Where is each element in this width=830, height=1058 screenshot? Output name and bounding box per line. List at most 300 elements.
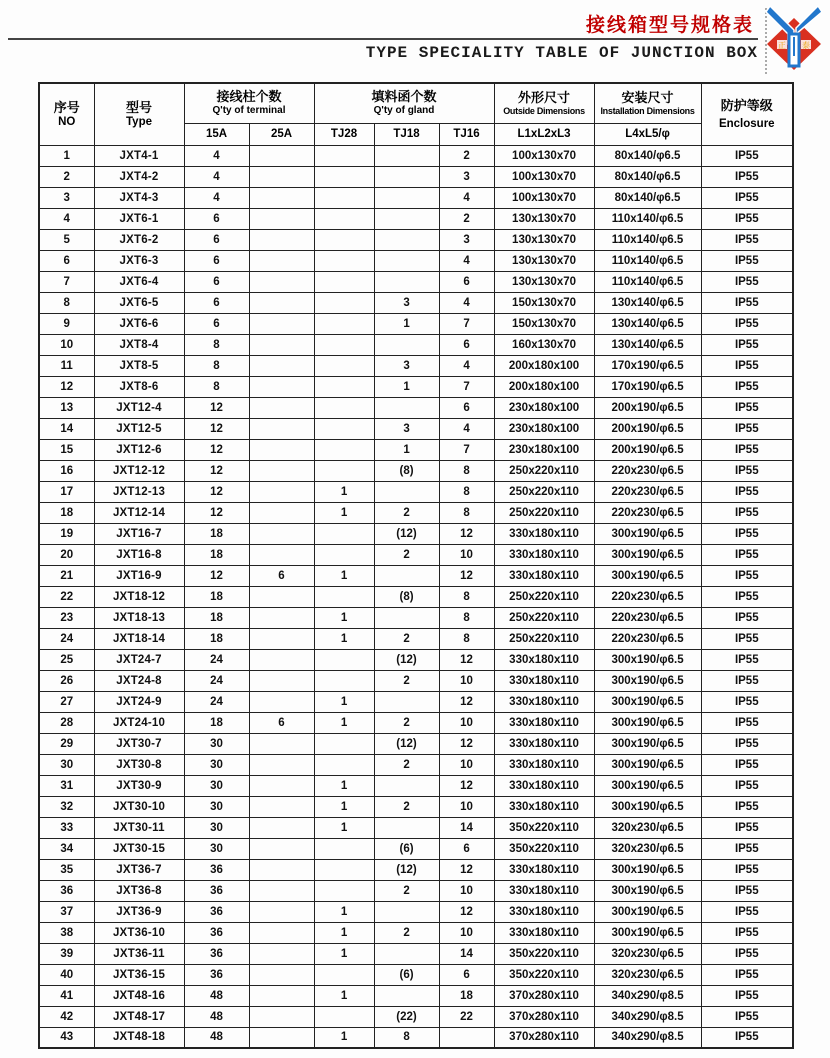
cell-15a: 12 [184, 439, 249, 460]
col-subheader-outside-dims: L1xL2xL3 [494, 123, 594, 145]
cell-enclosure: IP55 [701, 628, 793, 649]
cell-tj16: 14 [439, 817, 494, 838]
cell-tj18 [374, 607, 439, 628]
cell-15a: 24 [184, 649, 249, 670]
table-row [39, 733, 793, 754]
cell-no: 29 [39, 733, 94, 754]
cell-install-dim: 300x190/φ6.5 [594, 523, 701, 544]
cell-type: JXT48-18 [94, 1027, 184, 1048]
cell-outside-dim: 250x220x110 [494, 481, 594, 502]
cell-enclosure: IP55 [701, 334, 793, 355]
cell-tj16: 10 [439, 712, 494, 733]
cell-tj16: 12 [439, 523, 494, 544]
cell-type: JXT16-7 [94, 523, 184, 544]
cell-25a [249, 649, 314, 670]
cell-outside-dim: 330x180x110 [494, 754, 594, 775]
cell-tj28: 1 [314, 985, 374, 1006]
cell-tj18: (12) [374, 649, 439, 670]
cell-15a: 30 [184, 796, 249, 817]
table-row [39, 313, 793, 334]
cell-type: JXT6-3 [94, 250, 184, 271]
cell-15a: 12 [184, 481, 249, 502]
cell-no: 40 [39, 964, 94, 985]
cell-25a [249, 838, 314, 859]
cell-tj16: 12 [439, 901, 494, 922]
cell-tj18 [374, 187, 439, 208]
cell-tj16: 2 [439, 145, 494, 166]
cell-no: 15 [39, 439, 94, 460]
cell-enclosure: IP55 [701, 586, 793, 607]
col-terminal-en: Q'ty of terminal [212, 105, 286, 117]
cell-no: 22 [39, 586, 94, 607]
cell-type: JXT16-8 [94, 544, 184, 565]
cell-tj18: 3 [374, 418, 439, 439]
cell-tj28 [314, 838, 374, 859]
cell-tj18: 2 [374, 502, 439, 523]
cell-tj16: 12 [439, 691, 494, 712]
cell-15a: 36 [184, 943, 249, 964]
cell-tj18 [374, 481, 439, 502]
cell-tj16: 6 [439, 838, 494, 859]
cell-no: 38 [39, 922, 94, 943]
table-row [39, 586, 793, 607]
cell-outside-dim: 370x280x110 [494, 985, 594, 1006]
cell-outside-dim: 160x130x70 [494, 334, 594, 355]
cell-install-dim: 170x190/φ6.5 [594, 355, 701, 376]
cell-enclosure: IP55 [701, 460, 793, 481]
cell-outside-dim: 350x220x110 [494, 964, 594, 985]
cell-15a: 18 [184, 586, 249, 607]
cell-tj28 [314, 334, 374, 355]
cell-type: JXT6-6 [94, 313, 184, 334]
cell-no: 7 [39, 271, 94, 292]
cell-enclosure: IP55 [701, 313, 793, 334]
cell-enclosure: IP55 [701, 712, 793, 733]
table-row [39, 460, 793, 481]
cell-enclosure: IP55 [701, 838, 793, 859]
cell-outside-dim: 250x220x110 [494, 502, 594, 523]
cell-type: JXT48-17 [94, 1006, 184, 1027]
cell-tj28: 1 [314, 817, 374, 838]
brand-logo-icon [764, 4, 824, 72]
cell-enclosure: IP55 [701, 544, 793, 565]
cell-type: JXT36-9 [94, 901, 184, 922]
table-row [39, 775, 793, 796]
cell-tj16: 8 [439, 628, 494, 649]
cell-25a [249, 943, 314, 964]
cell-type: JXT24-9 [94, 691, 184, 712]
cell-tj28 [314, 649, 374, 670]
cell-no: 18 [39, 502, 94, 523]
cell-tj16: 10 [439, 922, 494, 943]
table-row [39, 880, 793, 901]
cell-15a: 6 [184, 208, 249, 229]
cell-type: JXT4-2 [94, 166, 184, 187]
cell-tj16: 8 [439, 502, 494, 523]
cell-no: 5 [39, 229, 94, 250]
cell-no: 17 [39, 481, 94, 502]
cell-15a: 4 [184, 166, 249, 187]
cell-25a [249, 691, 314, 712]
table-row [39, 628, 793, 649]
cell-tj28 [314, 880, 374, 901]
cell-25a [249, 670, 314, 691]
cell-outside-dim: 130x130x70 [494, 271, 594, 292]
cell-install-dim: 320x230/φ6.5 [594, 964, 701, 985]
table-row [39, 943, 793, 964]
cell-outside-dim: 100x130x70 [494, 145, 594, 166]
cell-install-dim: 300x190/φ6.5 [594, 775, 701, 796]
cell-no: 9 [39, 313, 94, 334]
col-subheader-install-dims: L4xL5/φ [594, 123, 701, 145]
cell-tj28: 1 [314, 607, 374, 628]
page-title-chinese: 接线箱型号规格表 [585, 15, 754, 36]
cell-enclosure: IP55 [701, 166, 793, 187]
cell-install-dim: 300x190/φ6.5 [594, 754, 701, 775]
cell-type: JXT30-15 [94, 838, 184, 859]
cell-type: JXT16-9 [94, 565, 184, 586]
cell-tj28 [314, 523, 374, 544]
cell-outside-dim: 330x180x110 [494, 649, 594, 670]
cell-outside-dim: 330x180x110 [494, 859, 594, 880]
cell-tj18 [374, 817, 439, 838]
cell-tj28 [314, 733, 374, 754]
cell-enclosure: IP55 [701, 523, 793, 544]
cell-25a [249, 775, 314, 796]
cell-tj28 [314, 544, 374, 565]
cell-outside-dim: 330x180x110 [494, 775, 594, 796]
cell-no: 32 [39, 796, 94, 817]
cell-tj16: 4 [439, 187, 494, 208]
cell-tj28 [314, 145, 374, 166]
cell-no: 6 [39, 250, 94, 271]
cell-25a [249, 922, 314, 943]
cell-tj18 [374, 691, 439, 712]
cell-enclosure: IP55 [701, 733, 793, 754]
cell-tj18: (12) [374, 733, 439, 754]
cell-tj18 [374, 775, 439, 796]
cell-tj18 [374, 250, 439, 271]
table-row [39, 271, 793, 292]
cell-install-dim: 220x230/φ6.5 [594, 628, 701, 649]
cell-outside-dim: 330x180x110 [494, 670, 594, 691]
table-row [39, 145, 793, 166]
cell-outside-dim: 150x130x70 [494, 313, 594, 334]
cell-tj16: 12 [439, 859, 494, 880]
cell-no: 33 [39, 817, 94, 838]
cell-enclosure: IP55 [701, 670, 793, 691]
cell-tj16: 2 [439, 208, 494, 229]
cell-tj16: 12 [439, 565, 494, 586]
cell-no: 37 [39, 901, 94, 922]
cell-25a [249, 628, 314, 649]
cell-tj18: (22) [374, 1006, 439, 1027]
cell-25a [249, 880, 314, 901]
cell-outside-dim: 330x180x110 [494, 733, 594, 754]
cell-tj16: 4 [439, 418, 494, 439]
cell-25a [249, 313, 314, 334]
cell-tj16: 3 [439, 229, 494, 250]
cell-install-dim: 300x190/φ6.5 [594, 796, 701, 817]
cell-25a [249, 460, 314, 481]
cell-enclosure: IP55 [701, 355, 793, 376]
cell-install-dim: 300x190/φ6.5 [594, 649, 701, 670]
cell-install-dim: 340x290/φ8.5 [594, 1027, 701, 1048]
cell-tj16: 22 [439, 1006, 494, 1027]
cell-tj28 [314, 964, 374, 985]
cell-tj16: 7 [439, 313, 494, 334]
table-row [39, 292, 793, 313]
cell-25a [249, 355, 314, 376]
cell-install-dim: 300x190/φ6.5 [594, 712, 701, 733]
cell-tj18 [374, 565, 439, 586]
cell-tj18 [374, 943, 439, 964]
cell-25a [249, 607, 314, 628]
cell-no: 34 [39, 838, 94, 859]
cell-outside-dim: 250x220x110 [494, 586, 594, 607]
cell-type: JXT18-14 [94, 628, 184, 649]
cell-tj18: (6) [374, 838, 439, 859]
col-header-install [594, 83, 701, 123]
cell-type: JXT6-2 [94, 229, 184, 250]
cell-tj18: (12) [374, 523, 439, 544]
cell-15a: 6 [184, 313, 249, 334]
cell-25a [249, 586, 314, 607]
cell-15a: 12 [184, 397, 249, 418]
cell-tj18 [374, 985, 439, 1006]
cell-tj18 [374, 229, 439, 250]
table-body [39, 145, 793, 1048]
cell-tj18: (8) [374, 586, 439, 607]
cell-no: 14 [39, 418, 94, 439]
cell-tj16: 6 [439, 334, 494, 355]
cell-type: JXT12-6 [94, 439, 184, 460]
cell-tj28 [314, 754, 374, 775]
cell-outside-dim: 100x130x70 [494, 166, 594, 187]
cell-install-dim: 110x140/φ6.5 [594, 271, 701, 292]
cell-15a: 48 [184, 985, 249, 1006]
cell-no: 41 [39, 985, 94, 1006]
col-gland-cn: 填料函个数 [371, 89, 437, 105]
cell-type: JXT12-5 [94, 418, 184, 439]
col-no-cn: 序号 [53, 100, 80, 116]
cell-tj18: 2 [374, 544, 439, 565]
cell-enclosure: IP55 [701, 880, 793, 901]
cell-enclosure: IP55 [701, 607, 793, 628]
table-row [39, 355, 793, 376]
table-row [39, 922, 793, 943]
cell-tj28: 1 [314, 565, 374, 586]
cell-type: JXT4-3 [94, 187, 184, 208]
cell-15a: 36 [184, 901, 249, 922]
cell-tj18 [374, 397, 439, 418]
cell-tj28 [314, 166, 374, 187]
cell-15a: 24 [184, 691, 249, 712]
cell-tj28 [314, 460, 374, 481]
table-row [39, 565, 793, 586]
cell-15a: 12 [184, 565, 249, 586]
cell-install-dim: 130x140/φ6.5 [594, 334, 701, 355]
table-row [39, 418, 793, 439]
cell-no: 26 [39, 670, 94, 691]
cell-tj18: 1 [374, 376, 439, 397]
cell-enclosure: IP55 [701, 397, 793, 418]
cell-install-dim: 110x140/φ6.5 [594, 208, 701, 229]
col-subheader-tj28: TJ28 [314, 123, 374, 145]
cell-enclosure: IP55 [701, 565, 793, 586]
cell-install-dim: 300x190/φ6.5 [594, 670, 701, 691]
cell-15a: 30 [184, 817, 249, 838]
cell-15a: 8 [184, 355, 249, 376]
cell-tj28: 1 [314, 943, 374, 964]
table-row [39, 439, 793, 460]
cell-outside-dim: 370x280x110 [494, 1006, 594, 1027]
col-outside-cn: 外形尺寸 [518, 89, 571, 105]
cell-25a [249, 376, 314, 397]
cell-tj16: 7 [439, 439, 494, 460]
cell-15a: 8 [184, 334, 249, 355]
cell-tj28: 1 [314, 502, 374, 523]
cell-tj16: 8 [439, 481, 494, 502]
cell-15a: 6 [184, 271, 249, 292]
cell-type: JXT12-13 [94, 481, 184, 502]
table-row [39, 838, 793, 859]
cell-enclosure: IP55 [701, 418, 793, 439]
cell-15a: 18 [184, 544, 249, 565]
cell-no: 27 [39, 691, 94, 712]
cell-enclosure: IP55 [701, 292, 793, 313]
cell-type: JXT6-5 [94, 292, 184, 313]
cell-outside-dim: 350x220x110 [494, 943, 594, 964]
cell-25a [249, 754, 314, 775]
table-row [39, 208, 793, 229]
cell-type: JXT12-14 [94, 502, 184, 523]
cell-outside-dim: 200x180x100 [494, 355, 594, 376]
cell-tj18: 2 [374, 712, 439, 733]
cell-tj28 [314, 670, 374, 691]
cell-outside-dim: 330x180x110 [494, 544, 594, 565]
cell-enclosure: IP55 [701, 250, 793, 271]
cell-tj28 [314, 250, 374, 271]
cell-outside-dim: 330x180x110 [494, 922, 594, 943]
cell-tj16: 14 [439, 943, 494, 964]
cell-tj18 [374, 271, 439, 292]
cell-type: JXT48-16 [94, 985, 184, 1006]
cell-type: JXT8-4 [94, 334, 184, 355]
cell-type: JXT12-4 [94, 397, 184, 418]
cell-enclosure: IP55 [701, 943, 793, 964]
cell-enclosure: IP55 [701, 796, 793, 817]
cell-25a [249, 439, 314, 460]
cell-no: 8 [39, 292, 94, 313]
table-row [39, 229, 793, 250]
cell-no: 4 [39, 208, 94, 229]
cell-enclosure: IP55 [701, 754, 793, 775]
cell-outside-dim: 330x180x110 [494, 796, 594, 817]
cell-25a [249, 502, 314, 523]
cell-install-dim: 220x230/φ6.5 [594, 586, 701, 607]
col-terminal-cn: 接线柱个数 [216, 89, 282, 105]
table-row [39, 817, 793, 838]
table-row [39, 964, 793, 985]
cell-outside-dim: 330x180x110 [494, 901, 594, 922]
cell-tj18 [374, 145, 439, 166]
cell-15a: 18 [184, 712, 249, 733]
cell-enclosure: IP55 [701, 691, 793, 712]
cell-no: 13 [39, 397, 94, 418]
cell-no: 31 [39, 775, 94, 796]
col-type-en: Type [126, 116, 152, 129]
cell-install-dim: 80x140/φ6.5 [594, 145, 701, 166]
cell-install-dim: 200x190/φ6.5 [594, 397, 701, 418]
cell-enclosure: IP55 [701, 229, 793, 250]
cell-15a: 4 [184, 187, 249, 208]
table-row [39, 334, 793, 355]
cell-type: JXT6-4 [94, 271, 184, 292]
cell-25a [249, 208, 314, 229]
cell-tj16: 6 [439, 397, 494, 418]
cell-no: 10 [39, 334, 94, 355]
cell-install-dim: 220x230/φ6.5 [594, 460, 701, 481]
cell-tj18: 1 [374, 439, 439, 460]
cell-no: 2 [39, 166, 94, 187]
table-row [39, 901, 793, 922]
cell-no: 28 [39, 712, 94, 733]
cell-outside-dim: 150x130x70 [494, 292, 594, 313]
cell-25a [249, 418, 314, 439]
cell-type: JXT36-10 [94, 922, 184, 943]
col-header-terminal-group [184, 83, 314, 123]
page-title-english: TYPE SPECIALITY TABLE OF JUNCTION BOX [365, 44, 758, 62]
cell-enclosure: IP55 [701, 649, 793, 670]
cell-enclosure: IP55 [701, 439, 793, 460]
cell-install-dim: 320x230/φ6.5 [594, 838, 701, 859]
col-subheader-tj18: TJ18 [374, 123, 439, 145]
cell-type: JXT8-6 [94, 376, 184, 397]
cell-tj28 [314, 271, 374, 292]
cell-tj28 [314, 355, 374, 376]
cell-outside-dim: 250x220x110 [494, 460, 594, 481]
cell-install-dim: 110x140/φ6.5 [594, 229, 701, 250]
cell-install-dim: 300x190/φ6.5 [594, 733, 701, 754]
cell-tj28: 1 [314, 628, 374, 649]
table-row [39, 691, 793, 712]
table-row [39, 754, 793, 775]
cell-tj16: 10 [439, 880, 494, 901]
cell-25a [249, 145, 314, 166]
cell-tj16 [439, 1027, 494, 1048]
cell-type: JXT30-11 [94, 817, 184, 838]
table-row [39, 670, 793, 691]
cell-type: JXT36-8 [94, 880, 184, 901]
table-row [39, 544, 793, 565]
table-row [39, 166, 793, 187]
cell-enclosure: IP55 [701, 187, 793, 208]
cell-25a: 6 [249, 565, 314, 586]
cell-outside-dim: 350x220x110 [494, 838, 594, 859]
cell-outside-dim: 230x180x100 [494, 397, 594, 418]
cell-install-dim: 320x230/φ6.5 [594, 943, 701, 964]
logo-y-right-arm [796, 6, 822, 34]
cell-type: JXT8-5 [94, 355, 184, 376]
cell-install-dim: 170x190/φ6.5 [594, 376, 701, 397]
table-row [39, 859, 793, 880]
cell-15a: 30 [184, 775, 249, 796]
cell-no: 36 [39, 880, 94, 901]
cell-outside-dim: 250x220x110 [494, 607, 594, 628]
col-install-en: Installation Dimensions [600, 105, 695, 116]
cell-15a: 36 [184, 964, 249, 985]
